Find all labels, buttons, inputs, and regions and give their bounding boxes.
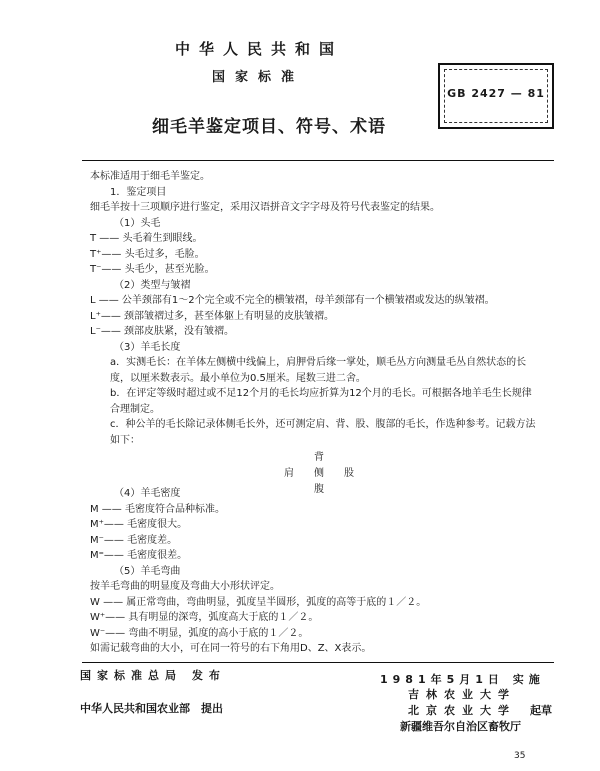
standard-type: 国家标准 — [212, 70, 305, 85]
subsection-heading-type: （2）类型与皱褶 — [114, 279, 191, 291]
diagram-bottom: 腹 — [314, 484, 324, 495]
drafter-1: 吉林农业大学 — [408, 688, 516, 701]
type-item: L⁺—— 颈部皱褶过多，甚至体躯上有明显的皮肤皱褶。 — [90, 310, 335, 322]
diagram-right: 股 — [344, 468, 354, 479]
country-name: 中华人民共和国 — [175, 40, 344, 58]
drafter-3: 新疆维吾尔自治区畜牧厅 — [400, 720, 521, 733]
head-item: T —— 头毛着生到眼线。 — [90, 233, 203, 244]
page-title: 细毛羊鉴定项目、符号、术语 — [152, 117, 386, 137]
draft-label: 起草 — [530, 704, 552, 717]
effective-date: 1981年5月1日 实施 — [380, 673, 545, 686]
diagram-middle: 侧 — [314, 468, 324, 479]
subsection-heading-crimp: （5）羊毛弯曲 — [114, 565, 181, 577]
gb-number-box — [438, 63, 554, 129]
crimp-item: W⁻—— 弯曲不明显，弧度的高小于底的１／２。 — [90, 627, 309, 639]
crimp-intro: 按羊毛弯曲的明显度及弯曲大小形状评定。 — [90, 581, 280, 592]
length-para-c: c．种公羊的毛长除记录体侧毛长外，还可测定肩、背、股、腹部的毛长，作选种参考。记载方法如下： — [110, 419, 536, 446]
top-divider — [82, 160, 554, 161]
section-text: 细毛羊按十三项顺序进行鉴定，采用汉语拼音文字字母及符号代表鉴定的结果。 — [90, 202, 440, 213]
bottom-divider — [82, 662, 554, 663]
head-item: T⁻—— 头毛少，甚至光脸。 — [90, 264, 215, 275]
document-body-continued — [90, 486, 540, 657]
length-para-b: b．在评定等级时超过或不足12个月的毛长均应折算为12个月的毛长。可根据各地羊毛生长规律合理制定。 — [110, 388, 532, 415]
crimp-item: W —— 属正常弯曲，弯曲明显，弧度呈半圆形，弧度的高等于底的１／２。 — [90, 596, 427, 608]
publisher: 国家标准总局 发布 — [80, 669, 226, 682]
type-item: L⁻—— 颈部皮肤紧，没有皱褶。 — [90, 326, 235, 337]
intro-text: 本标准适用于细毛羊鉴定。 — [90, 171, 210, 182]
subsection-heading-density: （4）羊毛密度 — [114, 488, 181, 499]
crimp-item: W⁺—— 具有明显的深弯，弧度高大于底的１／２。 — [90, 612, 319, 623]
density-item: M⁺—— 毛密度很大。 — [90, 519, 188, 530]
document-body — [90, 169, 540, 448]
diagram-left: 肩 — [284, 468, 294, 479]
density-item: M —— 毛密度符合品种标准。 — [90, 503, 225, 515]
type-item: L —— 公羊颈部有1～2个完全或不完全的横皱褶，母羊颈部有一个横皱褶或发达的纵皱褶。 — [90, 295, 495, 306]
density-item: M⁻—— 毛密度差。 — [90, 534, 178, 546]
diagram-top: 背 — [314, 452, 324, 463]
density-item: M⁼—— 毛密度很差。 — [90, 550, 188, 561]
page-number: 35 — [514, 751, 526, 761]
proposer: 中华人民共和国农业部 提出 — [80, 702, 223, 715]
subsection-heading-length: （3）羊毛长度 — [114, 341, 181, 353]
subsection-heading-head: （1）头毛 — [114, 217, 161, 229]
gb-number: GB 2427 — 81 — [447, 87, 545, 100]
crimp-note: 如需记载弯曲的大小，可在同一符号的右下角用D、Z、X表示。 — [90, 643, 372, 654]
length-para-a: a．实测毛长：在羊体左侧横中线偏上，肩胛骨后缘一掌处，顺毛丛方向测量毛丛自然状态的长度，以厘米数表示。最小单位为0.5厘米。尾数三进二舍。 — [110, 357, 527, 384]
section-heading: 1．鉴定项目 — [110, 186, 167, 198]
head-item: T⁺—— 头毛过多，毛脸。 — [90, 248, 205, 260]
drafter-2: 北京农业大学 — [408, 704, 516, 717]
